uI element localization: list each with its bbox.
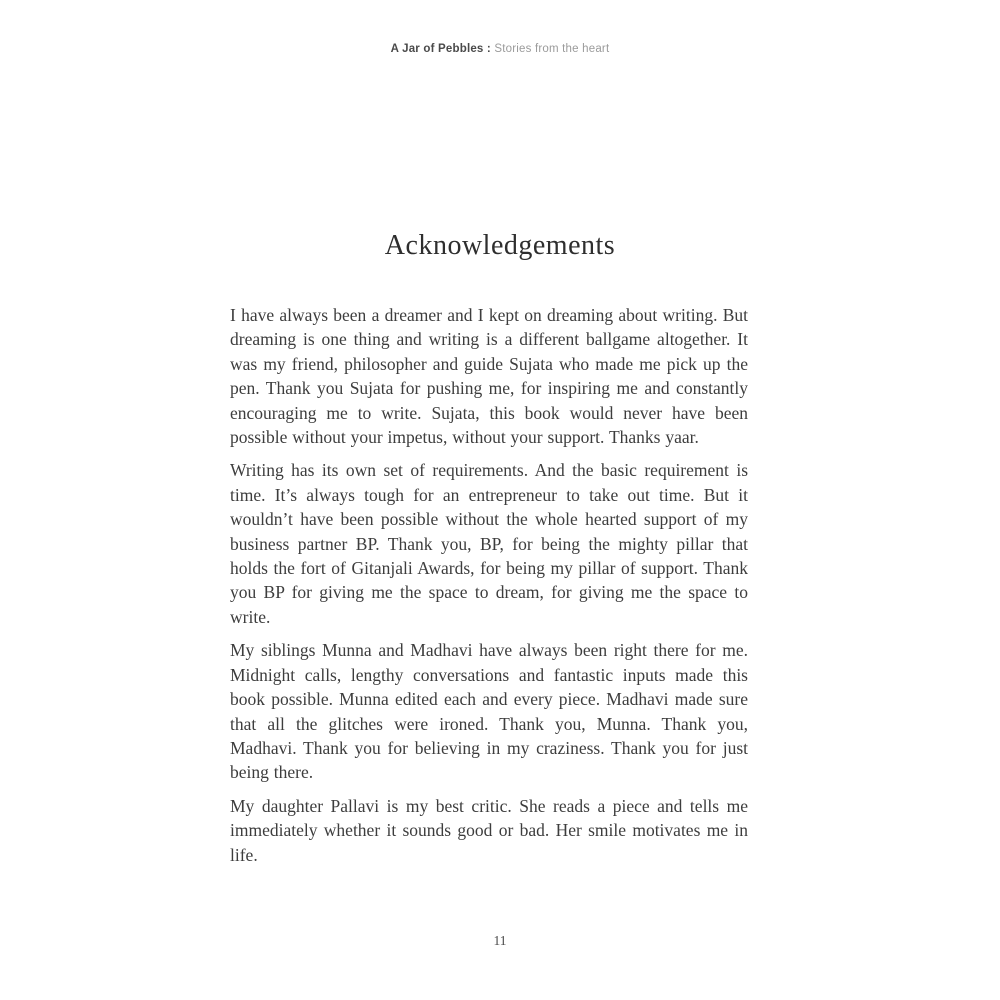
paragraph-3: My siblings Munna and Madhavi have always been right there for me. Midnight calls, lengthy conversations and fantastic inputs made this book possible. Munna edited each and every piece. Madhavi made sure that all the glitches were ironed. Thank you, Munna. Thank you, Madhavi. Thank you for believing in my craziness. Thank you for just being there. <box>230 640 748 783</box>
page-number: 11 <box>493 933 507 948</box>
paragraph-2: Writing has its own set of requirements. And the basic requirement is time. It’s always tough for an entrepreneur to take out time. But it wouldn’t have been possible without the whole hearted support of my business partner BP. Thank you, BP, for being the mighty pillar that holds the fort of Gitanjali Awards, for being my pillar of support. Thank you BP for giving me the space to dream, for giving me the space to write. <box>230 460 748 627</box>
paragraph-4: My daughter Pallavi is my best critic. She reads a piece and tells me immediately whether it sounds good or bad. Her smile motivates me in life. <box>230 795 748 865</box>
body-text <box>230 303 748 876</box>
chapter-title: Acknowledgements <box>384 230 616 261</box>
running-header <box>0 43 1000 55</box>
paragraph-1: I have always been a dreamer and I kept on dreaming about writing. But dreaming is one thing and writing is a different ballgame altogether. It was my friend, philosopher and guide Sujata who made me pick up the pen. Thank you Sujata for pushing me, for inspiring me and constantly encouraging me to write. Sujata, this book would never have been possible without your impetus, without your support. Thanks yaar. <box>230 305 748 448</box>
book-title: A Jar of Pebbles : <box>390 43 491 55</box>
book-subtitle: Stories from the heart <box>494 43 610 55</box>
